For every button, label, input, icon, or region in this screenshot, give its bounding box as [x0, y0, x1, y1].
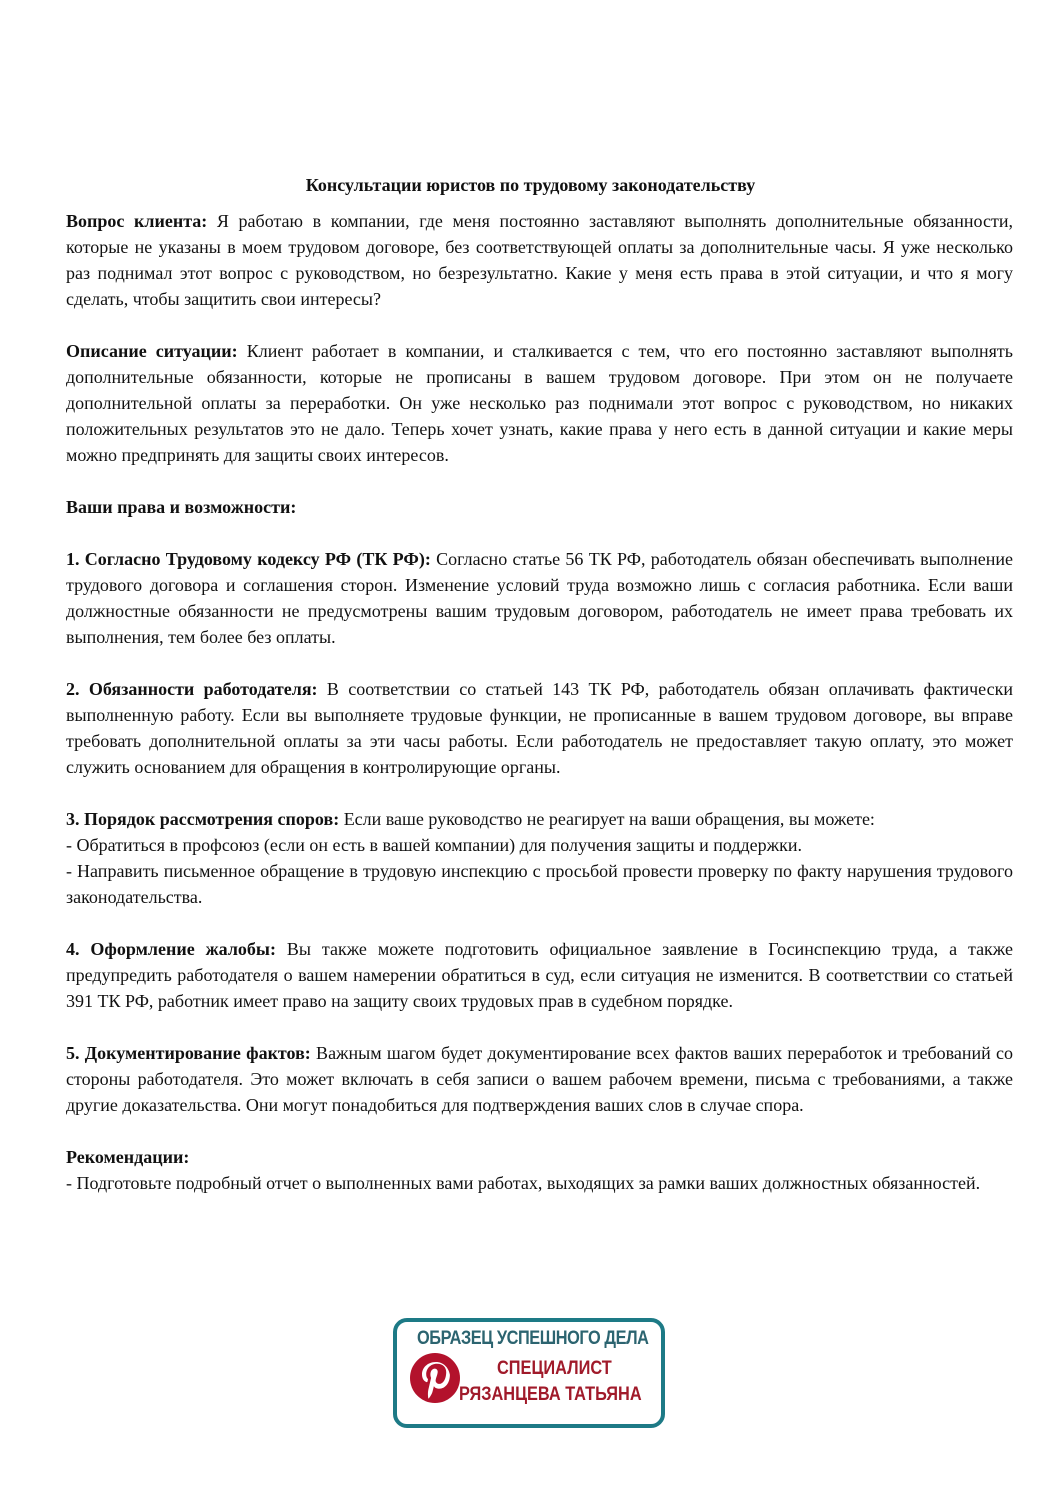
question-label: Вопрос клиента:: [66, 211, 208, 231]
situation-label: Описание ситуации:: [66, 341, 238, 361]
point-label: 5. Документирование фактов:: [66, 1043, 311, 1063]
point-text: Вы также можете подготовить официальное заявление в Госинспекцию труда, а также предупредить работодателя о вашем намерении обратиться в суд, если ситуация не изменится. В соответствии со статьей 391 ТК РФ, работник имеет право на защиту своих трудовых прав в судебном порядке.: [66, 939, 1013, 1011]
point-label: 2. Обязанности работодателя:: [66, 679, 318, 699]
list-item: - Направить письменное обращение в трудовую инспекцию с просьбой провести проверку по факту нарушения трудового законодательства.: [66, 861, 1013, 907]
rights-point-1: [66, 546, 1013, 650]
point-text: Важным шагом будет документирование всех фактов ваших переработок и требований со стороны работодателя. Это может включать в себя записи о вашем рабочем времени, письма с требованиями, а также другие доказательства. Они могут понадобиться для подтверждения ваших слов в случае спора.: [66, 1043, 1013, 1115]
point-text: Если ваше руководство не реагирует на ваши обращения, вы можете:: [339, 809, 875, 829]
list-item: - Подготовьте подробный отчет о выполненных вами работах, выходящих за рамки ваших должностных обязанностей.: [66, 1173, 981, 1193]
stamp-subtitle: СПЕЦИАЛИСТ: [497, 1358, 612, 1379]
stamp-title: ОБРАЗЕЦ УСПЕШНОГО ДЕЛА: [417, 1328, 649, 1349]
client-question: [66, 208, 1013, 312]
document-body: [66, 208, 1013, 1196]
recommendations-heading: Рекомендации:: [66, 1147, 190, 1167]
rights-point-4: [66, 936, 1013, 1014]
rights-point-3: [66, 806, 1013, 910]
recommendations: [66, 1144, 1013, 1196]
point-intro: [66, 806, 1013, 832]
point-label: 1. Согласно Трудовому кодексу РФ (ТК РФ):: [66, 549, 431, 569]
rights-point-5: [66, 1040, 1013, 1118]
pinterest-icon: [409, 1352, 461, 1404]
point-text: Согласно статье 56 ТК РФ, работодатель обязан обеспечивать выполнение трудового договора и соглашения сторон. Изменение условий труда возможно лишь с согласия работника. Если ваши должностные обязанности не предусмотрены вашим трудовым договором, работодатель не имеет права требовать их выполнения, тем более без оплаты.: [66, 549, 1013, 647]
point-label: 4. Оформление жалобы:: [66, 939, 276, 959]
point-label: 3. Порядок рассмотрения споров:: [66, 809, 340, 829]
rights-point-2: [66, 676, 1013, 780]
success-case-stamp: [393, 1318, 665, 1428]
stamp-name: РЯЗАНЦЕВА ТАТЬЯНА: [459, 1384, 642, 1405]
situation-text: Клиент работает в компании, и сталкивается с тем, что его постоянно заставляют выполнять дополнительные обязанности, которые не прописаны в вашем трудовом договоре. При этом он не получаете дополнительной оплаты за переработки. Он уже несколько раз поднимали этот вопрос с руководством, но никаких положительных результатов это не дало. Теперь хочет узнать, какие права у него есть в данной ситуации и какие меры можно предпринять для защиты своих интересов.: [66, 341, 1013, 465]
list-item: - Обратиться в профсоюз (если он есть в вашей компании) для получения защиты и поддержки.: [66, 835, 802, 855]
rights-heading: Ваши права и возможности:: [66, 497, 297, 517]
document-title: Консультации юристов по трудовому законодательству: [305, 175, 756, 195]
situation-description: [66, 338, 1013, 468]
question-text: Я работаю в компании, где меня постоянно заставляют выполнять дополнительные обязанности, которые не указаны в моем трудовом договоре, без соответствующей оплаты за дополнительные часы. Я уже несколько раз поднимал этот вопрос с руководством, но безрезультатно. Какие у меня есть права в этой ситуации, и что я могу сделать, чтобы защитить свои интересы?: [66, 211, 1013, 309]
point-text: В соответствии со статьей 143 ТК РФ, работодатель обязан оплачивать фактически выполненную работу. Если вы выполняете трудовые функции, не прописанные в вашем трудовом договоре, вы вправе требовать дополнительной оплаты за эти часы работы. Если работодатель не предоставляет такую оплату, это может служить основанием для обращения в контролирующие органы.: [66, 679, 1013, 777]
